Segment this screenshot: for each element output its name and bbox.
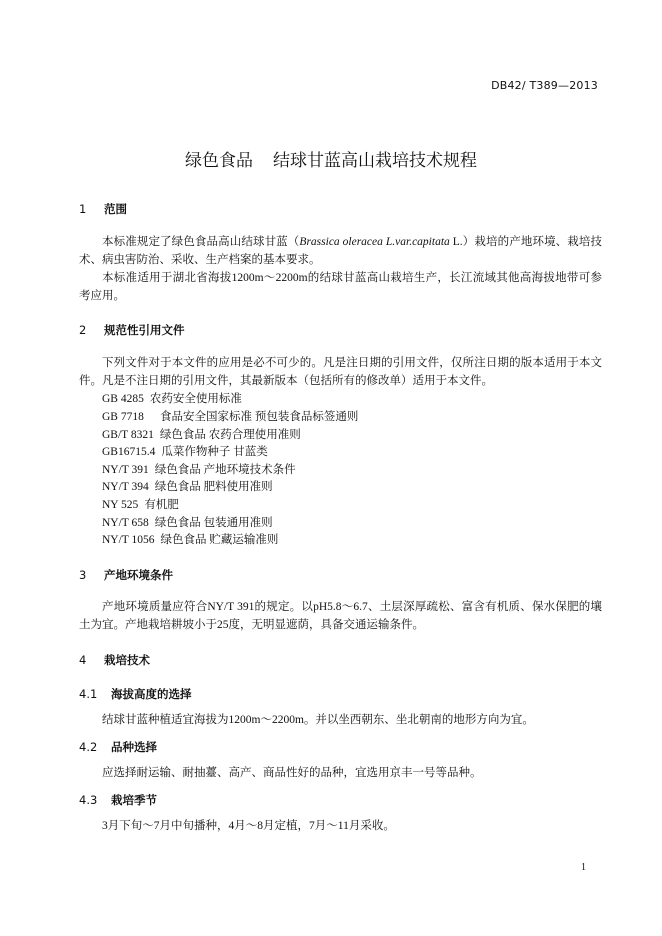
section-number: 2 [79,323,87,337]
ref-item [102,426,301,442]
ref-item [102,531,278,547]
ref-name: 有机肥 [144,499,179,511]
section-title: 品种选择 [111,740,157,754]
section-3-heading [79,567,173,583]
scope-paragraph-1 [79,233,602,269]
ref-item [102,461,296,477]
section-number: 4.3 [79,793,98,807]
ref-code: GB/T 8321 [102,429,154,441]
ref-item [102,478,273,494]
document-title [0,146,662,171]
section-title: 规范性引用文件 [104,323,185,337]
ref-name: 绿色食品 产地环境技术条件 [154,464,296,476]
ref-item [102,390,242,406]
section-title: 栽培技术 [104,653,150,667]
section-4-heading [79,652,150,668]
norm-refs-intro: 下列文件对于本文件的应用是必不可少的。凡是注日期的引用文件，仅所注日期的版本适用于本文件。凡是不注日期的引用文件，其最新版本（包括所有的修改单）适用于本文件。 [79,357,602,387]
section-number: 3 [79,568,87,582]
ref-item [102,408,358,424]
ref-name: 瓜菜作物种子 甘蓝类 [161,446,268,458]
ref-name: 绿色食品 农药合理使用准则 [159,429,301,441]
ref-code: NY/T 658 [102,517,149,529]
env-paragraph: 产地环境质量应符合NY/T 391的规定。以pH5.8～6.7、土层深厚疏松、富含有机质、保水保肥的壤土为宜。产地栽培耕坡小于25度，无明显遮荫，具备交通运输条件。 [79,601,602,631]
section-title: 范围 [104,202,127,216]
ref-item [102,496,179,512]
title-part-2: 结球甘蓝高山栽培技术规程 [273,151,477,171]
title-part-1: 绿色食品 [185,151,253,171]
latin-name: Brassica oleracea L.var.capitata [299,236,450,248]
ref-code: NY/T 391 [102,464,149,476]
ref-name: 绿色食品 肥料使用准则 [154,481,273,493]
section-number: 1 [79,202,87,216]
ref-code: NY/T 1056 [102,534,155,546]
ref-code: NY 525 [102,499,139,511]
section-4-1-heading [79,686,192,702]
altitude-paragraph: 结球甘蓝种植适宜海拔为1200m～2200m。并以坐西朝东、坐北朝南的地形方向为宜。 [102,714,534,726]
section-title: 产地环境条件 [104,568,173,582]
section-1-heading [79,201,127,217]
standard-code: DB42/ T389—2013 [491,79,598,92]
section-number: 4.1 [79,687,98,701]
scope-paragraph-2: 本标准适用于湖北省海拔1200m～2200m的结球甘蓝高山栽培生产，长江流域其他高海拔地带可参考应用。 [79,272,602,302]
ref-code: NY/T 394 [102,481,149,493]
text-run: 本标准规定了绿色食品高山结球甘蓝（ [102,236,300,248]
ref-item [102,443,268,459]
section-title: 栽培季节 [111,793,157,807]
season-paragraph: 3月下旬～7月中旬播种，4月～8月定植，7月～11月采收。 [102,820,395,832]
variety-paragraph: 应选择耐运输、耐抽薹、高产、商品性好的品种，宜选用京丰一号等品种。 [102,767,482,779]
section-title: 海拔高度的选择 [111,687,192,701]
ref-name: 绿色食品 贮藏运输准则 [160,534,279,546]
section-number: 4.2 [79,740,98,754]
section-4-3-heading [79,792,157,808]
ref-code: GB16715.4 [102,446,156,458]
ref-code: GB 7718 [102,411,144,423]
section-number: 4 [79,653,87,667]
ref-name: 绿色食品 包装通用准则 [154,517,273,529]
section-4-2-heading [79,739,157,755]
ref-name: 农药安全使用标准 [149,393,242,405]
ref-code: GB 4285 [102,393,144,405]
text-run: L.）栽培的产地环境、栽培技术、病虫害防治、采收、生产档案的基本要求。 [79,236,603,266]
page-number: 1 [581,862,586,873]
ref-item [102,514,273,530]
section-2-heading [79,322,185,338]
ref-name: 食品安全国家标准 预包装食品标签通则 [160,411,359,423]
